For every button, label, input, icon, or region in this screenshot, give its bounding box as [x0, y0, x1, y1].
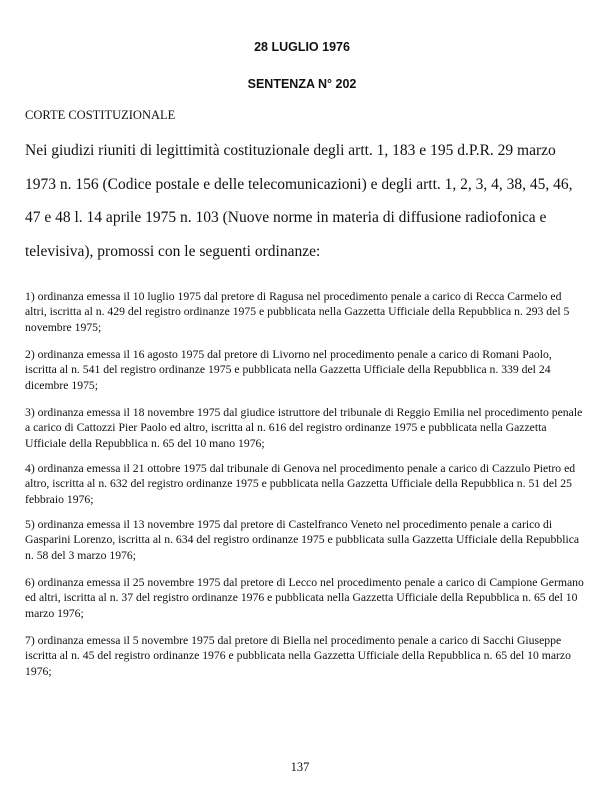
ordinance-item: 3) ordinanza emessa il 18 novembre 1975 dal giudice istruttore del tribunale di Reggio Emilia nel procedimento penale a carico di Cattozzi Pier Paolo ed altro, iscritta al n. 616 del registro ordinanze 1975 e pubblicata nella Gazzetta Ufficiale della Repubblica n. 65 del 10 mano 1976; [25, 406, 583, 450]
intro-paragraph: Nei giudizi riuniti di legittimità costituzionale degli artt. 1, 183 e 195 d.P.R. 29 marzo 1973 n. 156 (Codice postale e delle telecomunicazioni) e degli artt. 1, 2, 3, 4, 38, 45, 46, 47 e 48 l. 14 aprile 1975 n. 103 (Nuove norme in materia di diffusione radiofonica e televisiva), promossi con le seguenti ordinanze: [25, 142, 573, 260]
ordinance-item: 1) ordinanza emessa il 10 luglio 1975 dal pretore di Ragusa nel procedimento penale a carico di Recca Carmelo ed altri, iscritta al n. 429 del registro ordinanze 1975 e pubblicata nella Gazzetta Ufficiale della Repubblica n. 293 del 5 novembre 1975; [25, 290, 570, 334]
ordinance-item: 7) ordinanza emessa il 5 novembre 1975 dal pretore di Biella nel procedimento penale a carico di Sacchi Giuseppe iscritta al n. 45 del registro ordinanze 1976 e pubblicata nella Gazzetta Ufficiale della Repubblica n. 65 del 10 marzo 1976; [25, 634, 571, 678]
ordinance-item: 2) ordinanza emessa il 16 agosto 1975 dal pretore di Livorno nel procedimento penale a carico di Romani Paolo, iscritta al n. 541 del registro ordinanze 1975 e pubblicata nella Gazzetta Ufficiale della Repubblica n. 339 del 24 dicembre 1975; [25, 348, 552, 392]
ordinance-item: 5) ordinanza emessa il 13 novembre 1975 dal pretore di Castelfranco Veneto nel procedimento penale a carico di Gasparini Lorenzo, iscritta al n. 634 del registro ordinanze 1975 e pubblicata sulla Gazzetta Ufficiale della Repubblica n. 58 del 3 marzo 1976; [25, 518, 580, 562]
sentence-number: SENTENZA N° 202 [247, 77, 357, 91]
ordinance-item: 6) ordinanza emessa il 25 novembre 1975 dal pretore di Lecco nel procedimento penale a carico di Campione Germano ed altri, iscritta al n. 37 del registro ordinanze 1976 e pubblicata nella Gazzetta Ufficiale della Repubblica n. 65 del 10 marzo 1976; [25, 576, 584, 620]
court-name: CORTE COSTITUZIONALE [25, 108, 176, 122]
ordinance-item: 4) ordinanza emessa il 21 ottobre 1975 dal tribunale di Genova nel procedimento penale a carico di Cazzulo Pietro ed altro, iscritta al n. 632 del registro ordinanze 1975 e pubblicata nella Gazzetta Ufficiale della Repubblica n. 51 del 25 febbraio 1976; [25, 462, 576, 506]
document-date: 28 LUGLIO 1976 [254, 40, 350, 54]
page-number: 137 [290, 760, 310, 774]
